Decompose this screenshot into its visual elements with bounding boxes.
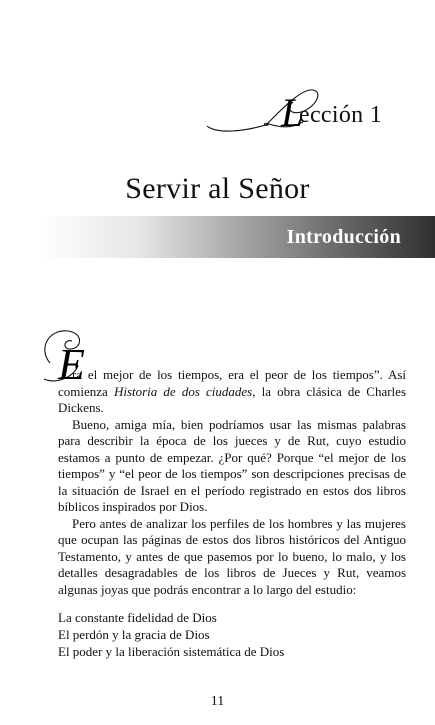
- page-number: 11: [210, 694, 225, 709]
- section-label: Introducción: [286, 226, 401, 248]
- paragraph-2: Bueno, amiga mía, bien podríamos usar las mismas palabras para describir la época de los jueces y de Rut, cuyo estudio estamos a punto de empezar. ¿Por qué? Porque “el mejor de los tiempos” y “el peor de los tiempos” son descripciones precisas de la situación de Israel en el período registrado en estos dos libros bíblicos inspirados por Dios.: [58, 416, 406, 514]
- drop-cap-letter: E: [58, 340, 85, 385]
- paragraph-1-lead: Así comienza: [58, 367, 406, 399]
- highlights-list: [58, 609, 406, 660]
- list-item: La constante fidelidad de Dios: [58, 610, 217, 625]
- lesson-initial: L: [281, 90, 304, 135]
- paragraph-1-end: , la obra clásica de Charles Dickens.: [58, 383, 407, 415]
- lesson-heading: [203, 82, 403, 137]
- paragraph-1: [58, 367, 406, 417]
- section-banner: [40, 216, 435, 258]
- drop-cap-ornament: [28, 323, 90, 385]
- list-item: El perdón y la gracia de Dios: [58, 627, 210, 642]
- chapter-title: Servir al Señor: [125, 172, 310, 205]
- paragraph-1-opening: ra el mejor de los tiempos, era el peor de los tiempos”.: [72, 367, 383, 382]
- list-item: El poder y la liberación sistemática de Dios: [58, 644, 285, 659]
- book-title: Historia de dos ciudades: [113, 383, 253, 399]
- paragraph-3: Pero antes de analizar los perfiles de los hombres y las mujeres que ocupan las páginas de estos dos libros históricos del Antiguo Testamento, y antes de que pasemos por lo bueno, lo malo, y los detalles desagradables de los libros de Jueces y Rut, veamos algunas joyas que podrás encontrar a lo largo del estudio:: [58, 515, 406, 597]
- body-text: [58, 340, 407, 660]
- lesson-title: ección 1: [299, 102, 383, 128]
